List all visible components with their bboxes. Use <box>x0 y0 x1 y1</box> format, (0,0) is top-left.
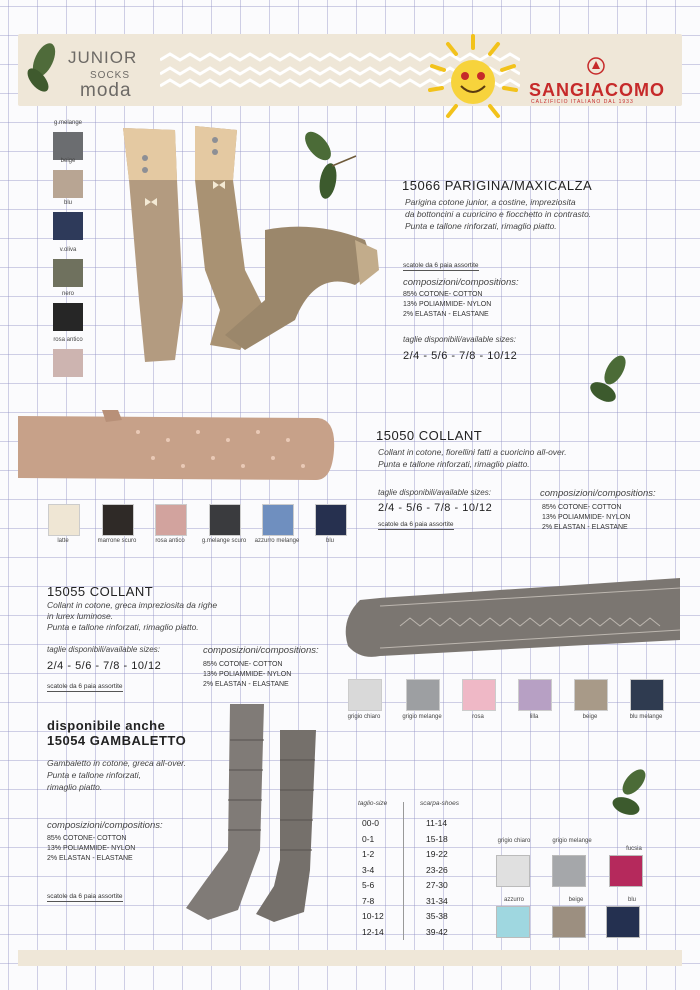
box-note-15055: scatole da 6 paia assortite <box>47 683 123 690</box>
composition-15055: 85% COTONE- COTTON 13% POLIAMMIDE- NYLON 2% ELASTAN - ELASTANE <box>203 661 292 688</box>
shoe-size-cell: 31-34 <box>426 895 448 906</box>
logo-emblem-icon <box>586 56 606 76</box>
color-swatch <box>609 855 643 887</box>
shoe-size-cell: 39-42 <box>426 926 448 937</box>
composition-heading-15054: composizioni/compositions: <box>47 820 163 831</box>
swatch-label: grigio chiaro <box>497 838 531 844</box>
gambaletto-15054-image <box>178 700 343 930</box>
product-title-15054: 15054 GAMBALETTO <box>47 733 187 748</box>
product-title-15055: 15055 COLLANT <box>47 584 154 599</box>
brand-junior: JUNIOR <box>68 48 138 67</box>
shoe-size-cell: 23-26 <box>426 864 448 875</box>
swatch-label: azzurro <box>503 897 524 903</box>
swatch-label: azzurro melange <box>254 538 300 544</box>
swatch-label: blu <box>627 897 636 903</box>
swatch-label: blu melange <box>629 714 663 720</box>
color-swatch <box>606 906 640 938</box>
brand-socks: SOCKS <box>90 70 131 81</box>
size-cell: 00-0 <box>362 818 380 828</box>
color-swatch <box>53 259 83 287</box>
color-swatch <box>209 504 241 536</box>
swatch-label: latte <box>57 538 69 544</box>
product-title-15050: 15050 COLLANT <box>376 428 483 443</box>
swatch-label: grigio melange <box>552 838 592 844</box>
swatch-label: nero <box>61 291 74 297</box>
leaf-icon <box>606 766 656 826</box>
product-title-15066: 15066 PARIGINA/MAXICALZA <box>402 178 593 193</box>
color-swatch <box>518 679 552 711</box>
box-note-15050: scatole da 6 paia assortite <box>378 521 454 528</box>
table-divider <box>403 802 404 940</box>
color-swatch <box>262 504 294 536</box>
brand-moda: moda <box>80 80 132 101</box>
swatch-label: blu <box>63 200 72 206</box>
swatch-label: rosa antico <box>53 337 83 343</box>
sun-icon <box>418 30 528 130</box>
size-cell: 0-1 <box>362 833 375 844</box>
sizes-heading-15066: taglie disponibili/available sizes: <box>403 335 516 344</box>
leaf-icon <box>585 352 635 412</box>
color-swatch <box>348 679 382 711</box>
shoe-size-cell: 11-14 <box>426 818 448 828</box>
swatch-label: grigio melange <box>402 714 442 720</box>
swatch-label: fucsia <box>626 846 642 852</box>
size-header: taglio-size <box>358 800 388 807</box>
box-note-15066: scatole da 6 paia assortite <box>403 262 479 269</box>
color-swatch <box>496 906 530 938</box>
swatch-label: beige <box>568 897 584 903</box>
composition-heading-15066: composizioni/compositions: <box>403 277 519 288</box>
swatch-label: beige <box>582 714 598 720</box>
product-desc-15050: Collant in cotone, fiorellini fatti a cuoricino all-over. Punta e tallone rinforzati, rimaglio piatto. <box>378 447 567 469</box>
size-cell: 12-14 <box>362 926 384 937</box>
color-swatch <box>406 679 440 711</box>
size-cell: 7-8 <box>362 895 375 906</box>
composition-heading-15050: composizioni/compositions: <box>540 488 656 499</box>
color-swatch <box>462 679 496 711</box>
product-desc-15066: Parigina cotone junior, a costine, impreziosita da bottoncini a cuoricino e fiocchetto in contrasto. Punta e tallone rinforzati, rimaglio piatto. <box>405 197 592 231</box>
color-swatch <box>53 303 83 331</box>
color-swatch <box>552 855 586 887</box>
color-swatch <box>53 212 83 240</box>
swatch-label: lilla <box>529 714 539 720</box>
size-cell: 5-6 <box>362 880 375 890</box>
color-swatch <box>552 906 586 938</box>
sizes-heading-15050: taglie disponibili/available sizes: <box>378 488 491 497</box>
shoe-size-cell: 27-30 <box>426 880 448 890</box>
color-swatch <box>155 504 187 536</box>
collant-15055-image <box>340 570 682 668</box>
swatch-label: rosa <box>472 714 484 720</box>
sizes-15055: 2/4 - 5/6 - 7/8 - 10/12 <box>47 660 162 672</box>
box-note-15054: scatole da 6 paia assortite <box>47 893 123 900</box>
logo-text: SANGIACOMO <box>529 80 665 100</box>
color-swatch <box>53 132 83 160</box>
color-swatch <box>102 504 134 536</box>
swatch-label: v.oliva <box>59 247 77 253</box>
color-swatch <box>53 349 83 377</box>
leaf-icon <box>22 40 70 96</box>
collant-15050-image <box>18 410 336 490</box>
composition-15054: 85% COTONE- COTTON 13% POLIAMMIDE- NYLON 2% ELASTAN - ELASTANE <box>47 835 136 862</box>
shoe-size-cell: 15-18 <box>426 833 448 844</box>
footer-banner <box>18 950 682 966</box>
available-also-label: disponibile anche <box>47 718 166 733</box>
shoe-size-cell: 19-22 <box>426 849 448 859</box>
swatch-label: blu <box>325 538 334 544</box>
composition-15050: 85% COTONE- COTTON 13% POLIAMMIDE- NYLON 2% ELASTAN - ELASTANE <box>542 504 631 531</box>
sizes-heading-15055: taglie disponibili/available sizes: <box>47 645 160 654</box>
color-swatch <box>53 170 83 198</box>
composition-heading-15055: composizioni/compositions: <box>203 645 319 656</box>
leaf-icon <box>298 126 360 206</box>
product-desc-15055: Collant in cotone, greca impreziosita da righe in lurex luminose. Punta e tallone rinforzati, rimaglio piatto. <box>47 600 218 632</box>
shoe-size-cell: 35-38 <box>426 911 448 921</box>
logo-subtitle: CALZIFICIO ITALIANO DAL 1933 <box>531 99 634 105</box>
swatch-label: g.melange scuro <box>201 538 247 544</box>
size-cell: 3-4 <box>362 864 375 875</box>
color-swatch <box>574 679 608 711</box>
shoe-header: scarpa-shoes <box>420 800 460 807</box>
swatch-label: rosa antico <box>155 538 185 544</box>
swatch-label: marrone scuro <box>97 538 137 544</box>
composition-15066: 85% COTONE- COTTON 13% POLIAMMIDE- NYLON 2% ELASTAN - ELASTANE <box>403 291 492 318</box>
color-swatch <box>315 504 347 536</box>
color-swatch <box>496 855 530 887</box>
sizes-15066: 2/4 - 5/6 - 7/8 - 10/12 <box>403 350 518 362</box>
color-swatch <box>48 504 80 536</box>
color-swatch <box>630 679 664 711</box>
swatch-label: g.melange <box>53 120 83 126</box>
swatch-label: beige <box>60 158 76 164</box>
size-cell: 10-12 <box>362 911 384 921</box>
swatch-label: grigio chiaro <box>347 714 381 720</box>
product-desc-15054: Gambaletto in cotone, greca all-over. Punta e tallone rinforzati, rimaglio piatto. <box>47 758 187 792</box>
sizes-15050: 2/4 - 5/6 - 7/8 - 10/12 <box>378 502 493 514</box>
size-cell: 1-2 <box>362 849 375 859</box>
